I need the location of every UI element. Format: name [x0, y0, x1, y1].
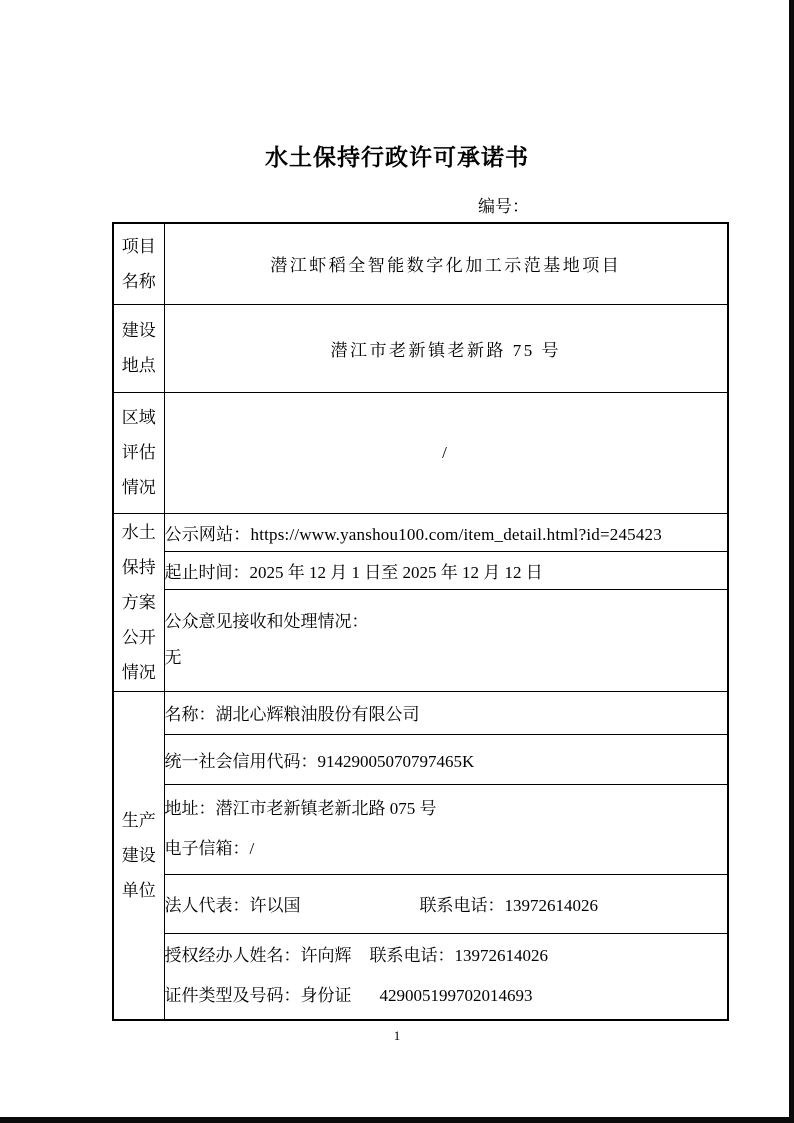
- label-regional-assessment: 区域 评估 情况: [113, 392, 164, 513]
- value-authorized-agent: [164, 933, 728, 1020]
- unit-email: 电子信箱：/: [164, 839, 255, 858]
- value-public-opinions: [164, 589, 728, 691]
- row-unit-name: [113, 691, 728, 734]
- row-project-name: [113, 223, 728, 304]
- page-number: 1: [393, 1028, 401, 1043]
- document-title: 水土保持行政许可承诺书: [265, 145, 529, 170]
- public-opinions-label: 公众意见接收和处理情况：: [164, 612, 369, 631]
- agent-phone: 联系电话：13972614026: [369, 946, 548, 966]
- commitment-form-table: [112, 222, 729, 1021]
- scan-edge-bottom: [0, 1117, 794, 1123]
- agent-line: [165, 936, 728, 976]
- row-legal-representative: [113, 874, 728, 933]
- label-swc-plan-publicity: 水土 保持 方案 公开 情况: [113, 513, 164, 691]
- value-address-email: [164, 784, 728, 874]
- value-publicity-period: 起止时间：2025 年 12 月 1 日至 2025 年 12 月 12 日: [164, 551, 728, 589]
- scan-edge-right: [789, 0, 794, 1123]
- label-construction-site: 建设 地点: [113, 304, 164, 392]
- legal-rep-name: 法人代表：许以国: [164, 896, 301, 915]
- row-construction-site: [113, 304, 728, 392]
- value-publicity-website: 公示网站：https://www.yanshou100.com/item_detail.html?id=245423: [164, 513, 728, 551]
- row-regional-assessment: [113, 392, 728, 513]
- id-type-label: 证件类型及号码：身份证: [164, 986, 352, 1006]
- agent-name: 授权经办人姓名：许向辉: [164, 946, 352, 966]
- public-opinions-value: 无: [164, 648, 182, 667]
- unit-address: 地址：潜江市老新镇老新北路 075 号: [164, 799, 437, 818]
- row-public-opinions: [113, 589, 728, 691]
- legal-rep-phone: 联系电话：13972614026: [419, 896, 598, 915]
- value-project-name: 潜江虾稻全智能数字化加工示范基地项目: [164, 223, 728, 304]
- row-authorized-agent: [113, 933, 728, 1020]
- row-address-email: [113, 784, 728, 874]
- id-number: 429005199702014693: [379, 986, 533, 1006]
- row-publicity-period: [113, 551, 728, 589]
- serial-number-label: 编号：: [478, 197, 529, 216]
- row-publicity-website: [113, 513, 728, 551]
- value-legal-representative: [164, 874, 728, 933]
- label-construction-unit: 生产 建设 单位: [113, 691, 164, 1020]
- value-regional-assessment: /: [164, 392, 728, 513]
- value-construction-site: 潜江市老新镇老新路 75 号: [164, 304, 728, 392]
- row-credit-code: [113, 734, 728, 784]
- id-line: [165, 976, 728, 1016]
- value-unit-name: 名称：湖北心辉粮油股份有限公司: [164, 691, 728, 734]
- label-project-name: 项目 名称: [113, 223, 164, 304]
- value-credit-code: 统一社会信用代码：91429005070797465K: [164, 734, 728, 784]
